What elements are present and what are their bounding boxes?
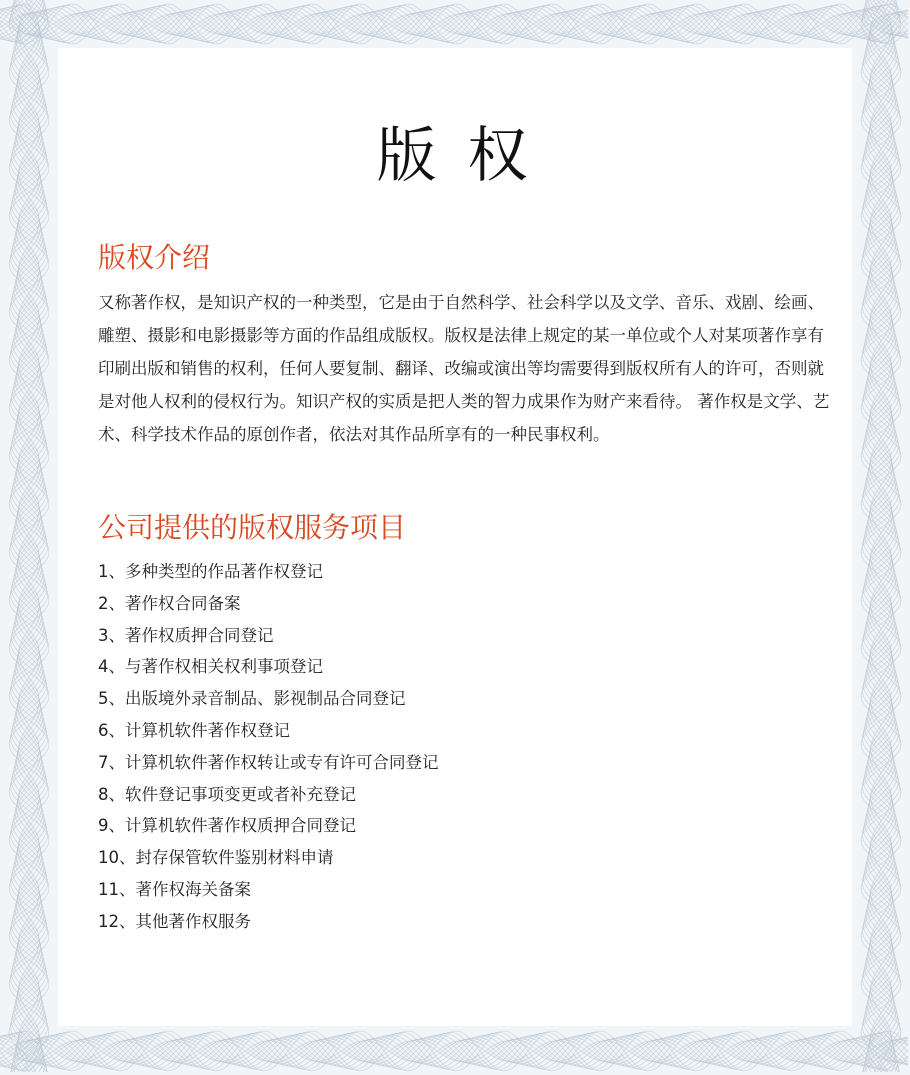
list-item: 8、软件登记事项变更或者补充登记: [98, 784, 356, 804]
services-list: [98, 556, 439, 938]
list-item: 2、著作权合同备案: [98, 593, 241, 613]
list-item: 4、与著作权相关权利事项登记: [98, 657, 323, 677]
list-item: 6、计算机软件著作权登记: [98, 720, 290, 740]
list-item: 1、多种类型的作品著作权登记: [98, 562, 323, 581]
list-item: 12、其他著作权服务: [98, 911, 251, 931]
section-heading-services: 公司提供的版权服务项目: [98, 511, 407, 544]
content-panel: [58, 48, 852, 1026]
page-title: 版 权: [376, 121, 534, 191]
list-item: 5、出版境外录音制品、影视制品合同登记: [98, 689, 406, 709]
list-item: 10、封存保管软件鉴别材料申请: [98, 848, 334, 868]
intro-paragraph: 又称著作权，是知识产权的一种类型，它是由于自然科学、社会科学以及文学、音乐、戏剧、绘画、雕塑、摄影和电影摄影等方面的作品组成版权。版权是法律上规定的某一单位或个人对某项著作享有印刷出版和销售的权利，任何人要复制、翻译、改编或演出等均需要得到版权所有人的许可，否则就是对他人权利的侵权行为。知识产权的实质是把人类的智力成果作为财产来看待。 著作权是文学、艺术、科学技术作品的原创作者，依法对其作品所享有的一种民事权利。: [98, 293, 830, 444]
section-heading-intro: 版权介绍: [98, 241, 211, 274]
list-item: 9、计算机软件著作权质押合同登记: [98, 816, 356, 836]
list-item: 3、著作权质押合同登记: [98, 625, 274, 645]
list-item: 11、著作权海关备案: [98, 879, 251, 899]
list-item: 7、计算机软件著作权转让或专有许可合同登记: [98, 752, 439, 772]
